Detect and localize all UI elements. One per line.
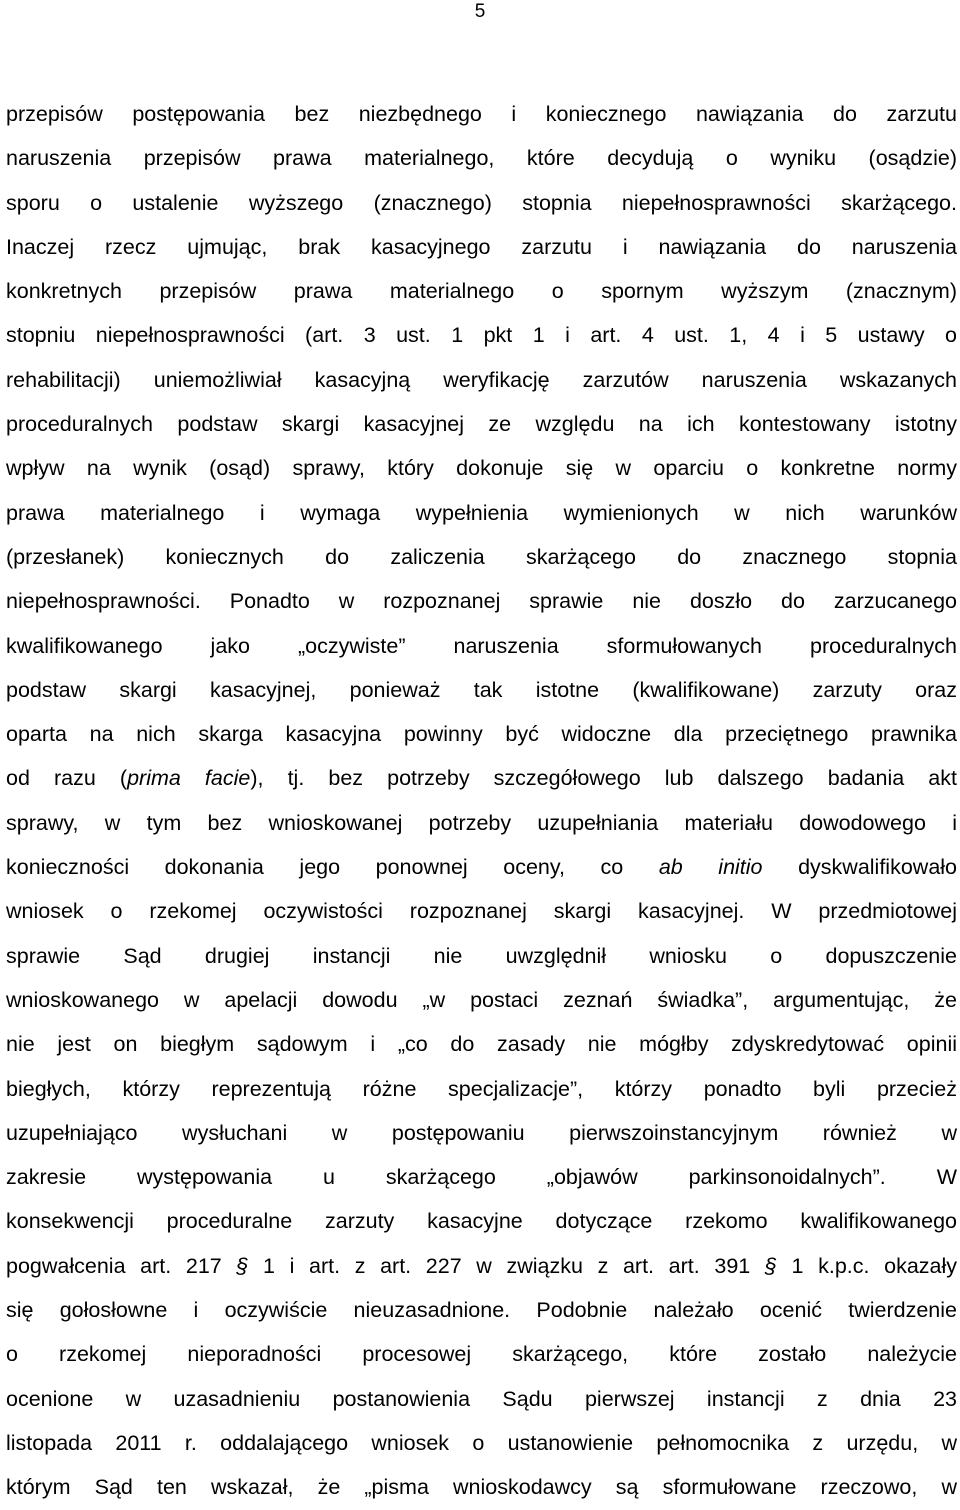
text-line: biegłych, którzy reprezentują różne specjalizacje”, którzy ponadto byli przecież bbox=[6, 1076, 957, 1101]
text-line: przepisów postępowania bez niezbędnego i koniecznego nawiązania do zarzutu bbox=[6, 102, 957, 126]
text-line: kwalifikowanego jako „oczywiste” naruszenia sformułowanych proceduralnych bbox=[6, 633, 957, 658]
text-line: proceduralnych podstaw skargi kasacyjnej ze względu na ich kontestowany istotny bbox=[6, 412, 957, 437]
text-line: zakresie występowania u skarżącego „objawów parkinsonoidalnych”. W bbox=[6, 1165, 957, 1190]
text-segment: konieczności dokonania jego ponownej oceny, co bbox=[6, 855, 659, 880]
text-line: naruszenia przepisów prawa materialnego, które decydują o wyniku (osądzie) bbox=[6, 146, 957, 171]
italic-latin-phrase: prima facie bbox=[127, 766, 251, 791]
text-line: ocenione w uzasadnieniu postanowienia Sądu pierwszej instancji z dnia 23 bbox=[6, 1386, 957, 1411]
text-segment: pogwałcenia art. 217 bbox=[6, 1253, 237, 1278]
text-segment: ), tj. bez potrzeby szczegółowego lub dalszego badania akt bbox=[250, 766, 957, 791]
text-line: się gołosłowne i oczywiście nieuzasadnione. Podobnie należało ocenić twierdzenie bbox=[6, 1298, 957, 1323]
text-segment: 1 i art. z art. 227 w związku z art. art. 391 bbox=[248, 1253, 765, 1278]
text-line: nie jest on biegłym sądowym i „co do zasady nie mógłby zdyskredytować opinii bbox=[6, 1032, 957, 1057]
text-line: rehabilitacji) uniemożliwiał kasacyjną weryfikację zarzutów naruszenia wskazanych bbox=[6, 367, 957, 392]
text-line: wnioskowanego w apelacji dowodu „w postaci zeznań świadka”, argumentując, że bbox=[6, 987, 957, 1012]
text-line: oparta na nich skarga kasacyjna powinny być widoczne dla przeciętnego prawnika bbox=[6, 722, 957, 747]
italic-latin-phrase: ab initio bbox=[658, 855, 763, 880]
text-segment: 1 k.p.c. okazały bbox=[776, 1253, 958, 1278]
text-line: uzupełniająco wysłuchani w postępowaniu pierwszoinstancyjnym również w bbox=[6, 1120, 957, 1145]
text-segment: od razu ( bbox=[6, 766, 128, 791]
text-line bbox=[6, 1244, 957, 1288]
section-sign: § bbox=[236, 1253, 249, 1278]
section-sign: § bbox=[764, 1253, 777, 1278]
text-line bbox=[6, 756, 957, 800]
text-line: prawa materialnego i wymaga wypełnienia wymienionych w nich warunków bbox=[6, 500, 957, 525]
text-line bbox=[6, 845, 957, 889]
text-line: Inaczej rzecz ujmując, brak kasacyjnego zarzutu i nawiązania do naruszenia bbox=[6, 234, 957, 259]
text-segment: dyskwalifikowało bbox=[762, 855, 958, 880]
text-line: listopada 2011 r. oddalającego wniosek o ustanowienie pełnomocnika z urzędu, w bbox=[6, 1430, 957, 1455]
text-line: konkretnych przepisów prawa materialnego o spornym wyższym (znacznym) bbox=[6, 279, 957, 304]
text-line: wniosek o rzekomej oczywistości rozpoznanej skargi kasacyjnej. W przedmiotowej bbox=[6, 899, 957, 924]
text-line: sprawy, w tym bez wnioskowanej potrzeby uzupełniania materiału dowodowego i bbox=[6, 810, 957, 835]
body-text bbox=[6, 92, 957, 1510]
text-line: konsekwencji proceduralne zarzuty kasacyjne dotyczące rzekomo kwalifikowanego bbox=[6, 1209, 957, 1234]
text-line: sporu o ustalenie wyższego (znacznego) stopnia niepełnosprawności skarżącego. bbox=[6, 190, 957, 215]
text-line: niepełnosprawności. Ponadto w rozpoznanej sprawie nie doszło do zarzucanego bbox=[6, 589, 957, 614]
text-line: stopniu niepełnosprawności (art. 3 ust. 1 pkt 1 i art. 4 ust. 1, 4 i 5 ustawy o bbox=[6, 323, 957, 348]
page-number: 5 bbox=[474, 1, 486, 22]
text-line: wpływ na wynik (osąd) sprawy, który dokonuje się w oparciu o konkretne normy bbox=[6, 456, 957, 481]
text-line: o rzekomej nieporadności procesowej skarżącego, które zostało należycie bbox=[6, 1342, 957, 1367]
text-line: którym Sąd ten wskazał, że „pisma wnioskodawcy są sformułowane rzeczowo, w bbox=[6, 1475, 957, 1500]
text-line: sprawie Sąd drugiej instancji nie uwzględnił wniosku o dopuszczenie bbox=[6, 943, 957, 968]
text-line: (przesłanek) koniecznych do zaliczenia skarżącego do znacznego stopnia bbox=[6, 544, 957, 569]
text-line: podstaw skargi kasacyjnej, ponieważ tak istotne (kwalifikowane) zarzuty oraz bbox=[6, 677, 957, 702]
